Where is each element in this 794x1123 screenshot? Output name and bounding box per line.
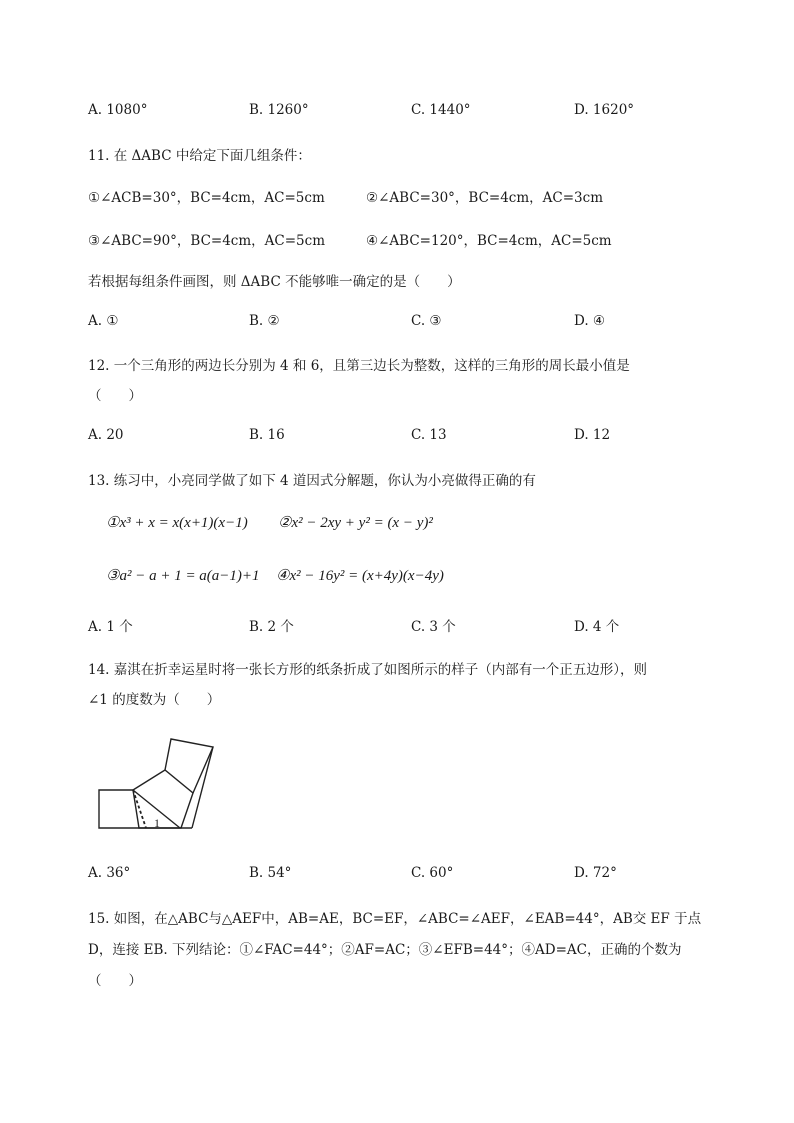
- q13-stem: 13. 练习中，小亮同学做了如下 4 道因式分解题，你认为小亮做得正确的有: [88, 473, 536, 489]
- figure-pentagon: [133, 770, 193, 828]
- q10-option-b: B. 1260°: [249, 102, 309, 118]
- q15-stem-line1: 15. 如图，在△ABC与△AEF中，AB=AE，BC=EF，∠ABC=∠AEF，∠EAB=44°，AB交 EF 于点: [88, 911, 702, 927]
- folded-paper-figure: [90, 730, 230, 835]
- q10-option-a: A. 1080°: [88, 102, 148, 118]
- q13-option-d: D. 4 个: [574, 619, 620, 635]
- q11-stem: 11. 在 ΔABC 中给定下面几组条件：: [88, 148, 311, 164]
- q13-equation-1: ①x³ + x = x(x+1)(x−1): [106, 515, 248, 531]
- q14-option-a: A. 36°: [88, 865, 131, 881]
- figure-top-strip: [165, 739, 213, 793]
- figure-angle-label: 1: [154, 816, 160, 830]
- q13-equation-2: ②x² − 2xy + y² = (x − y)²: [278, 515, 433, 531]
- q11-option-b: B. ②: [249, 313, 280, 329]
- q14-stem-line2: ∠1 的度数为（ ）: [88, 692, 221, 708]
- q11-question: 若根据每组条件画图，则 ΔABC 不能够唯一确定的是（ ）: [88, 274, 461, 290]
- q13-option-c: C. 3 个: [411, 619, 456, 635]
- q11-option-a: A. ①: [88, 313, 119, 329]
- q12-stem-line2: （ ）: [88, 388, 142, 404]
- q14-option-c: C. 60°: [411, 865, 454, 881]
- q11-condition-1: ①∠ACB=30°，BC=4cm，AC=5cm: [88, 190, 325, 206]
- q12-option-b: B. 16: [249, 427, 285, 443]
- q13-option-a: A. 1 个: [88, 619, 133, 635]
- figure-left-strip: [99, 790, 192, 828]
- q12-stem-line1: 12. 一个三角形的两边长分别为 4 和 6，且第三边长为整数，这样的三角形的周长最小值是: [88, 358, 630, 374]
- q14-option-b: B. 54°: [249, 865, 292, 881]
- q11-condition-4: ④∠ABC=120°，BC=4cm，AC=5cm: [366, 233, 612, 249]
- q10-option-c: C. 1440°: [411, 102, 471, 118]
- q14-option-d: D. 72°: [574, 865, 617, 881]
- q11-condition-2: ②∠ABC=30°，BC=4cm，AC=3cm: [366, 190, 604, 206]
- q10-option-d: D. 1620°: [574, 102, 635, 118]
- q11-option-d: D. ④: [574, 313, 606, 329]
- q11-option-c: C. ③: [411, 313, 442, 329]
- q11-condition-3: ③∠ABC=90°，BC=4cm，AC=5cm: [88, 233, 326, 249]
- q13-option-b: B. 2 个: [249, 619, 294, 635]
- q15-stem-line2: D，连接 EB. 下列结论：①∠FAC=44°；②AF=AC；③∠EFB=44°；④AD=AC，正确的个数为: [88, 942, 682, 958]
- q13-equation-3: ③a² − a + 1 = a(a−1)+1: [106, 568, 260, 584]
- q12-option-d: D. 12: [574, 427, 611, 443]
- q15-stem-line3: （ ）: [88, 973, 142, 989]
- q14-stem-line1: 14. 嘉淇在折幸运星时将一张长方形的纸条折成了如图所示的样子（内部有一个正五边形），则: [88, 662, 648, 678]
- q12-option-a: A. 20: [88, 427, 124, 443]
- q12-option-c: C. 13: [411, 427, 447, 443]
- q13-equation-4: ④x² − 16y² = (x+4y)(x−4y): [276, 568, 444, 584]
